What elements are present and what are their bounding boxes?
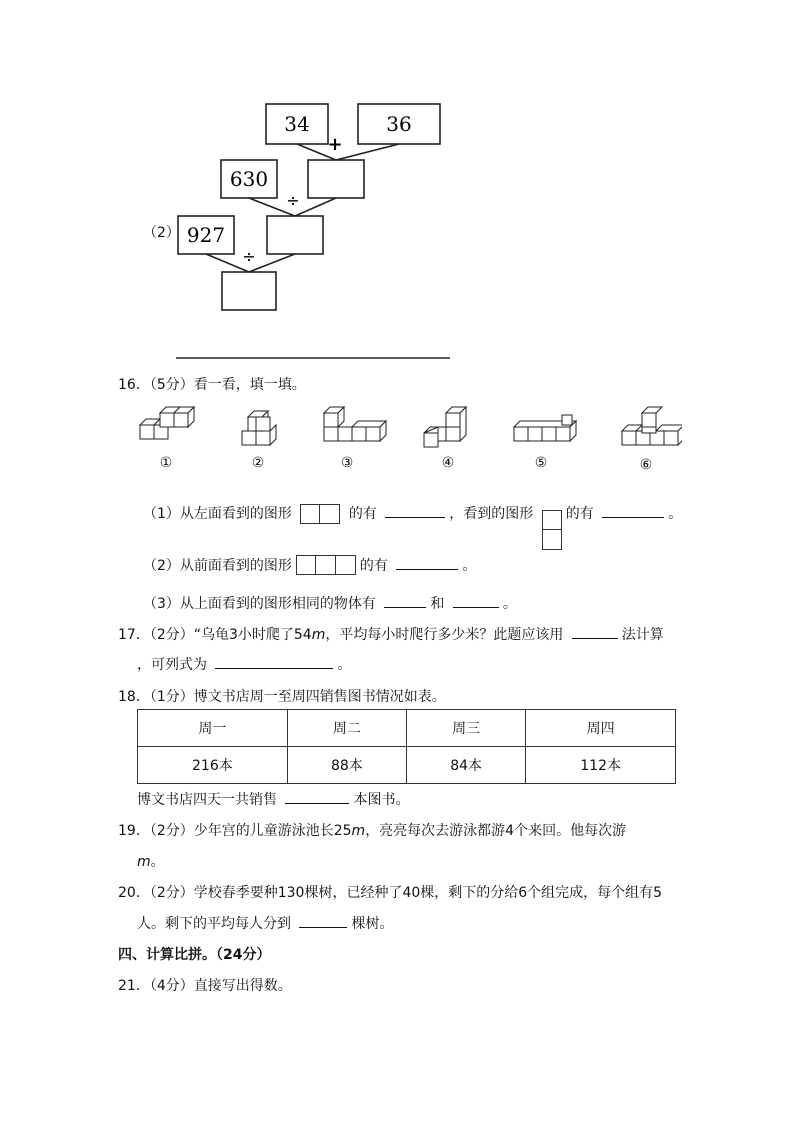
answer-blank[interactable] xyxy=(285,789,349,804)
table-row xyxy=(138,747,676,784)
table-cell: 84本 xyxy=(406,747,525,784)
q20-line1: 20．（2分）学校春季要种130棵树，已经种了40棵，剩下的分给6个组完成，每个组有5 xyxy=(118,885,663,901)
shape-label-4: ④ xyxy=(441,455,455,471)
shape-label-1: ① xyxy=(159,455,173,471)
table-header-cell: 周二 xyxy=(287,710,406,747)
answer-blank[interactable] xyxy=(215,654,333,669)
box-empty-2 xyxy=(267,216,323,254)
q17-line2: ，可列式为 。 xyxy=(137,654,351,674)
answer-blank[interactable] xyxy=(384,593,426,608)
q18-answer-line: 博文书店四天一共销售 本图书。 xyxy=(137,789,409,809)
shape-two-horizontal xyxy=(300,504,340,524)
shape-label-3: ③ xyxy=(340,455,354,471)
q16-part1: （1）从左面看到的图形 的有 ，看到的图形 的有 。 xyxy=(143,503,682,550)
section-heading: 四、计算比拼。（24分） xyxy=(118,947,271,963)
q16-header: 16．（5分）看一看，填一填。 xyxy=(118,377,306,393)
shape-three-horizontal xyxy=(296,555,356,575)
shape-label-6: ⑥ xyxy=(639,457,653,473)
cube-figure-4 xyxy=(424,407,466,447)
cube-figures xyxy=(136,403,682,473)
answer-blank[interactable] xyxy=(453,593,499,608)
divide-operator-1: ÷ xyxy=(286,191,300,210)
answer-blank[interactable] xyxy=(385,503,445,518)
table-cell: 112本 xyxy=(526,747,676,784)
q17-line1: 17．（2分）“乌龟3小时爬了54m，平均每小时爬行多少米？此题应该用 法计算 xyxy=(118,624,664,644)
q16-part2: （2）从前面看到的图形 的有 。 xyxy=(143,555,476,576)
table-row xyxy=(138,710,676,747)
table-cell: 88本 xyxy=(287,747,406,784)
sales-table xyxy=(137,709,676,784)
table-header-cell: 周一 xyxy=(138,710,288,747)
box-empty-3 xyxy=(222,272,276,310)
table-cell: 216本 xyxy=(138,747,288,784)
calc-tree-diagram xyxy=(170,96,460,366)
value-927: 927 xyxy=(186,223,226,247)
shape-label-5: ⑤ xyxy=(534,455,548,471)
cube-figure-3 xyxy=(324,407,386,441)
value-36: 36 xyxy=(386,112,412,136)
answer-blank[interactable] xyxy=(602,503,664,518)
shape-two-vertical xyxy=(542,510,562,550)
table-header-cell: 周三 xyxy=(406,710,525,747)
answer-blank[interactable] xyxy=(572,624,618,639)
shape-label-2: ② xyxy=(251,455,265,471)
q19-line1: 19．（2分）少年宫的儿童游泳池长25m，亮亮每次去游泳都游4个来回。他每次游 xyxy=(118,823,627,839)
q19-line2: m。 xyxy=(137,854,165,870)
table-header-cell: 周四 xyxy=(526,710,676,747)
q21-header: 21．（4分）直接写出得数。 xyxy=(118,978,292,994)
answer-blank[interactable] xyxy=(299,913,347,928)
value-630: 630 xyxy=(229,167,269,191)
cube-figure-2 xyxy=(242,411,276,445)
value-34: 34 xyxy=(284,112,310,136)
cube-figure-1 xyxy=(140,407,194,439)
q20-line2: 人。剩下的平均每人分到 棵树。 xyxy=(137,913,393,933)
q18-header: 18．（1分）博文书店周一至周四销售图书情况如表。 xyxy=(118,689,446,705)
q16-part3: （3）从上面看到的图形相同的物体有 和 。 xyxy=(143,593,517,613)
subquestion-label: （2） xyxy=(143,225,180,241)
cube-figure-5 xyxy=(514,415,576,441)
answer-blank[interactable] xyxy=(396,555,458,570)
cube-figure-6 xyxy=(622,407,682,445)
divide-operator-2: ÷ xyxy=(242,247,256,266)
plus-operator: + xyxy=(327,134,343,155)
box-empty-1 xyxy=(308,160,364,198)
